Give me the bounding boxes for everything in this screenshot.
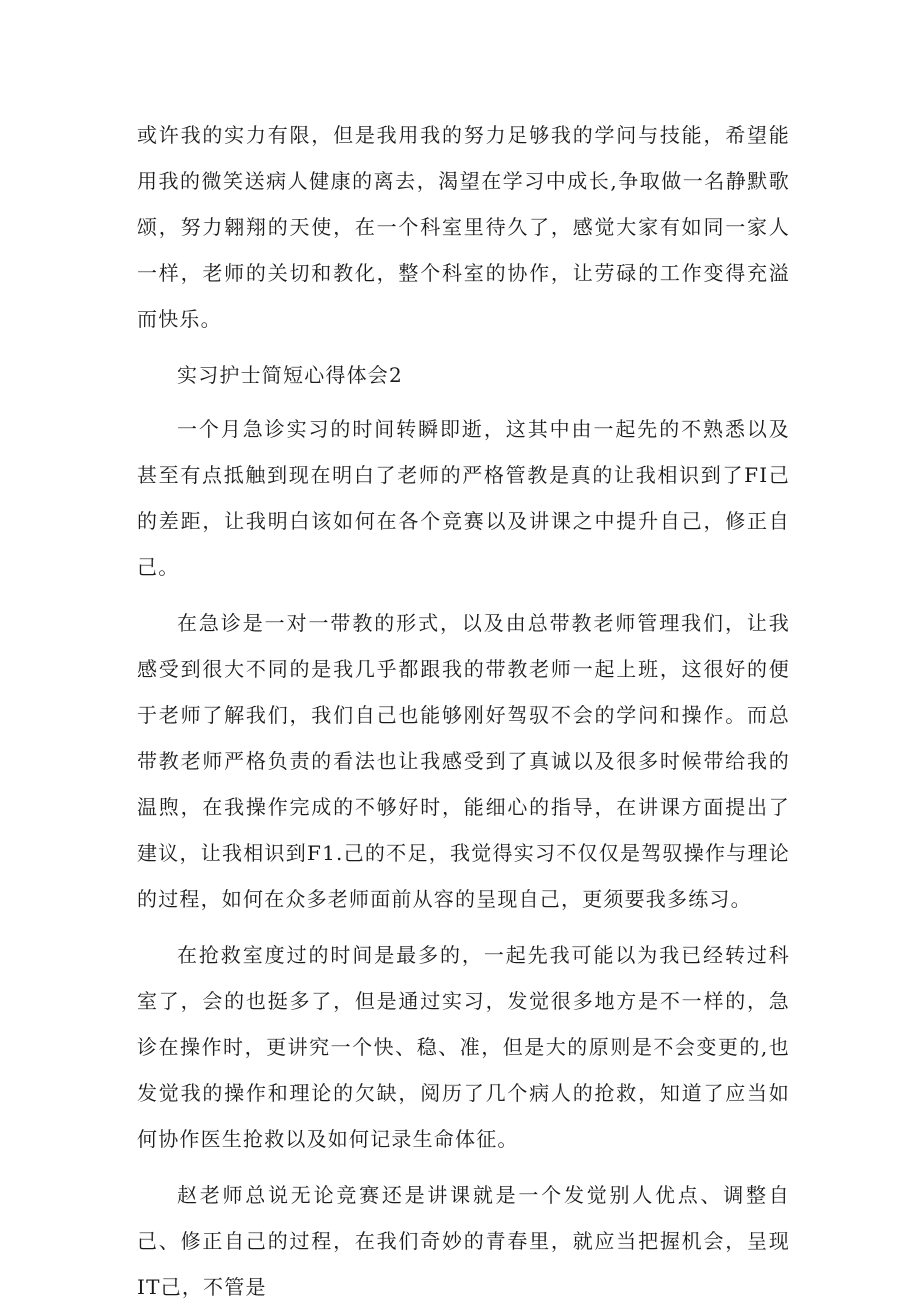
paragraph-intro: 或许我的实力有限，但是我用我的努力足够我的学问与技能，希望能用我的微笑送病人健康的离去，渴望在学习中成长,争取做一名静默歌颂，努力翱翔的天使，在一个科室里待久了，感觉大家有如同一家人一样，老师的关切和教化，整个科室的协作，让劳碌的工作变得充溢而快乐。 — [137, 123, 790, 331]
paragraph-emergency-internship: 一个月急诊实习的时间转瞬即逝，这其中由一起先的不熟悉以及甚至有点抵触到现在明白了老师的严格管教是真的让我相识到了FI己的差距，让我明白该如何在各个竞赛以及讲课之中提升自己，修正自己。 — [137, 417, 790, 579]
paragraph-one-on-one-teaching: 在急诊是一对一带教的形式，以及由总带教老师管理我们，让我感受到很大不同的是我几乎都跟我的带教老师一起上班，这很好的便于老师了解我们，我们自己也能够刚好驾驭不会的学问和操作。而总带教老师严格负责的看法也让我感受到了真诚以及很多时候带给我的温煦，在我操作完成的不够好时，能细心的指导，在讲课方面提出了建议，让我相识到F1.己的不足，我觉得实习不仅仅是驾驭操作与理论的过程，如何在众多老师面前从容的呈现自己，更须要我多练习。 — [137, 611, 790, 911]
paragraph-rescue-room: 在抢救室度过的时间是最多的，一起先我可能以为我已经转过科室了，会的也挺多了，但是通过实习，发觉很多地方是不一样的，急诊在操作时，更讲究一个快、稳、准，但是大的原则是不会变更的,也发觉我的操作和理论的欠缺，阅历了几个病人的抢救，知道了应当如何协作医生抢救以及如何记录生命体征。 — [137, 943, 790, 1151]
section-heading: 实习护士简短心得体会2 — [177, 363, 403, 387]
document-body — [137, 112, 790, 1310]
paragraph-teacher-zhao: 赵老师总说无论竞赛还是讲课就是一个发觉别人优点、调整自己、修正自己的过程，在我们奇妙的青春里，就应当把握机会，呈现IT己，不管是 — [137, 1183, 790, 1299]
